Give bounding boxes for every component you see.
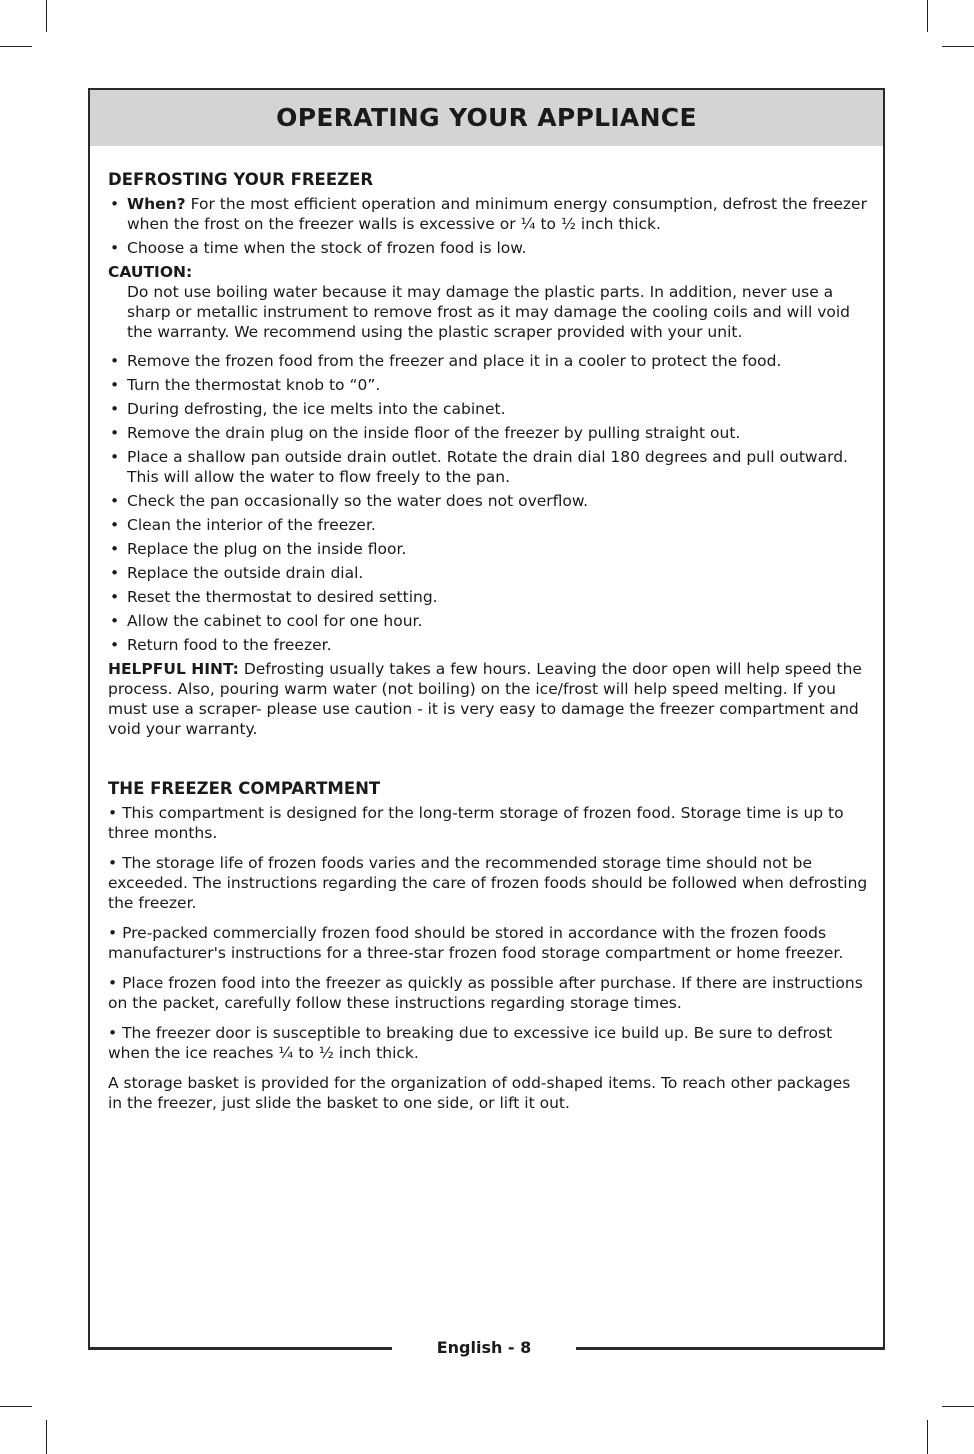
crop-mark — [927, 1420, 928, 1454]
page-number: English - 8 — [436, 1338, 532, 1357]
crop-mark — [0, 1406, 32, 1407]
defrosting-heading: DEFROSTING YOUR FREEZER — [108, 170, 374, 189]
page-frame — [88, 88, 885, 1350]
list-item: • Remove the frozen food from the freezer and place it in a cooler to protect the food. — [108, 351, 868, 371]
list-item: • During defrosting, the ice melts into the cabinet. — [108, 399, 868, 419]
crop-mark — [942, 46, 974, 47]
defrost-intro-list — [108, 194, 868, 258]
list-item: • Allow the cabinet to cool for one hour. — [108, 611, 868, 631]
footer-rule-right — [576, 1347, 885, 1350]
defrost-steps-list — [108, 351, 868, 655]
list-item: • Choose a time when the stock of frozen food is low. — [108, 238, 868, 258]
list-item: • Check the pan occasionally so the water does not overflow. — [108, 491, 868, 511]
crop-mark — [46, 0, 47, 32]
caution-text: Do not use boiling water because it may damage the plastic parts. In addition, never use a sharp or metallic instrument to remove frost as it may damage the cooling coils and will void the warranty. We recommend using the plastic scraper provided with your unit. — [127, 283, 850, 341]
list-item: • Place a shallow pan outside drain outlet. Rotate the drain dial 180 degrees and pull outward. This will allow the water to flow freely to the pan. — [108, 447, 868, 487]
list-item: • Replace the outside drain dial. — [108, 563, 868, 583]
list-item: • Turn the thermostat knob to “0”. — [108, 375, 868, 395]
crop-mark — [0, 46, 32, 47]
hint-text: Defrosting usually takes a few hours. Leaving the door open will help speed the process. Also, pouring warm water (not boiling) on the ice/frost will help speed melting. If you must use a scraper- please use caution - it is very easy to damage the freezer compartment and void your warranty. — [108, 660, 862, 738]
page-content — [108, 170, 868, 1123]
crop-mark — [942, 1406, 974, 1407]
when-text: For the most efficient operation and minimum energy consumption, defrost the freezer when the frost on the freezer walls is excessive or ¼ to ½ inch thick. — [127, 195, 867, 233]
caution-label: CAUTION: — [108, 263, 193, 281]
page-title: OPERATING YOUR APPLIANCE — [90, 90, 883, 146]
crop-mark — [927, 0, 928, 32]
compartment-paragraph: • This compartment is designed for the long-term storage of frozen food. Storage time is up to three months. — [108, 804, 844, 842]
helpful-hint — [108, 659, 868, 739]
when-lead: When? — [127, 195, 186, 213]
footer-rule-left — [88, 1347, 392, 1350]
list-item — [108, 194, 868, 234]
compartment-paragraph: • Pre-packed commercially frozen food should be stored in accordance with the frozen foods manufacturer's instructions for a three-star frozen food storage compartment or home freezer. — [108, 924, 844, 962]
compartment-paragraph: • Place frozen food into the freezer as quickly as possible after purchase. If there are instructions on the packet, carefully follow these instructions regarding storage times. — [108, 974, 863, 1012]
list-item: • Reset the thermostat to desired setting. — [108, 587, 868, 607]
crop-mark — [46, 1420, 47, 1454]
list-item: • Clean the interior of the freezer. — [108, 515, 868, 535]
hint-label: HELPFUL HINT: — [108, 660, 239, 678]
list-item: • Return food to the freezer. — [108, 635, 868, 655]
compartment-paragraph: • The freezer door is susceptible to breaking due to excessive ice build up. Be sure to defrost when the ice reaches ¼ to ½ inch thick. — [108, 1024, 833, 1062]
compartment-paragraph: A storage basket is provided for the organization of odd-shaped items. To reach other packages in the freezer, just slide the basket to one side, or lift it out. — [108, 1074, 851, 1112]
list-item: • Replace the plug on the inside floor. — [108, 539, 868, 559]
compartment-heading: THE FREEZER COMPARTMENT — [108, 779, 381, 798]
list-item: • Remove the drain plug on the inside floor of the freezer by pulling straight out. — [108, 423, 868, 443]
compartment-paragraph: • The storage life of frozen foods varies and the recommended storage time should not be exceeded. The instructions regarding the care of frozen foods should be followed when defrosting the freezer. — [108, 854, 868, 912]
